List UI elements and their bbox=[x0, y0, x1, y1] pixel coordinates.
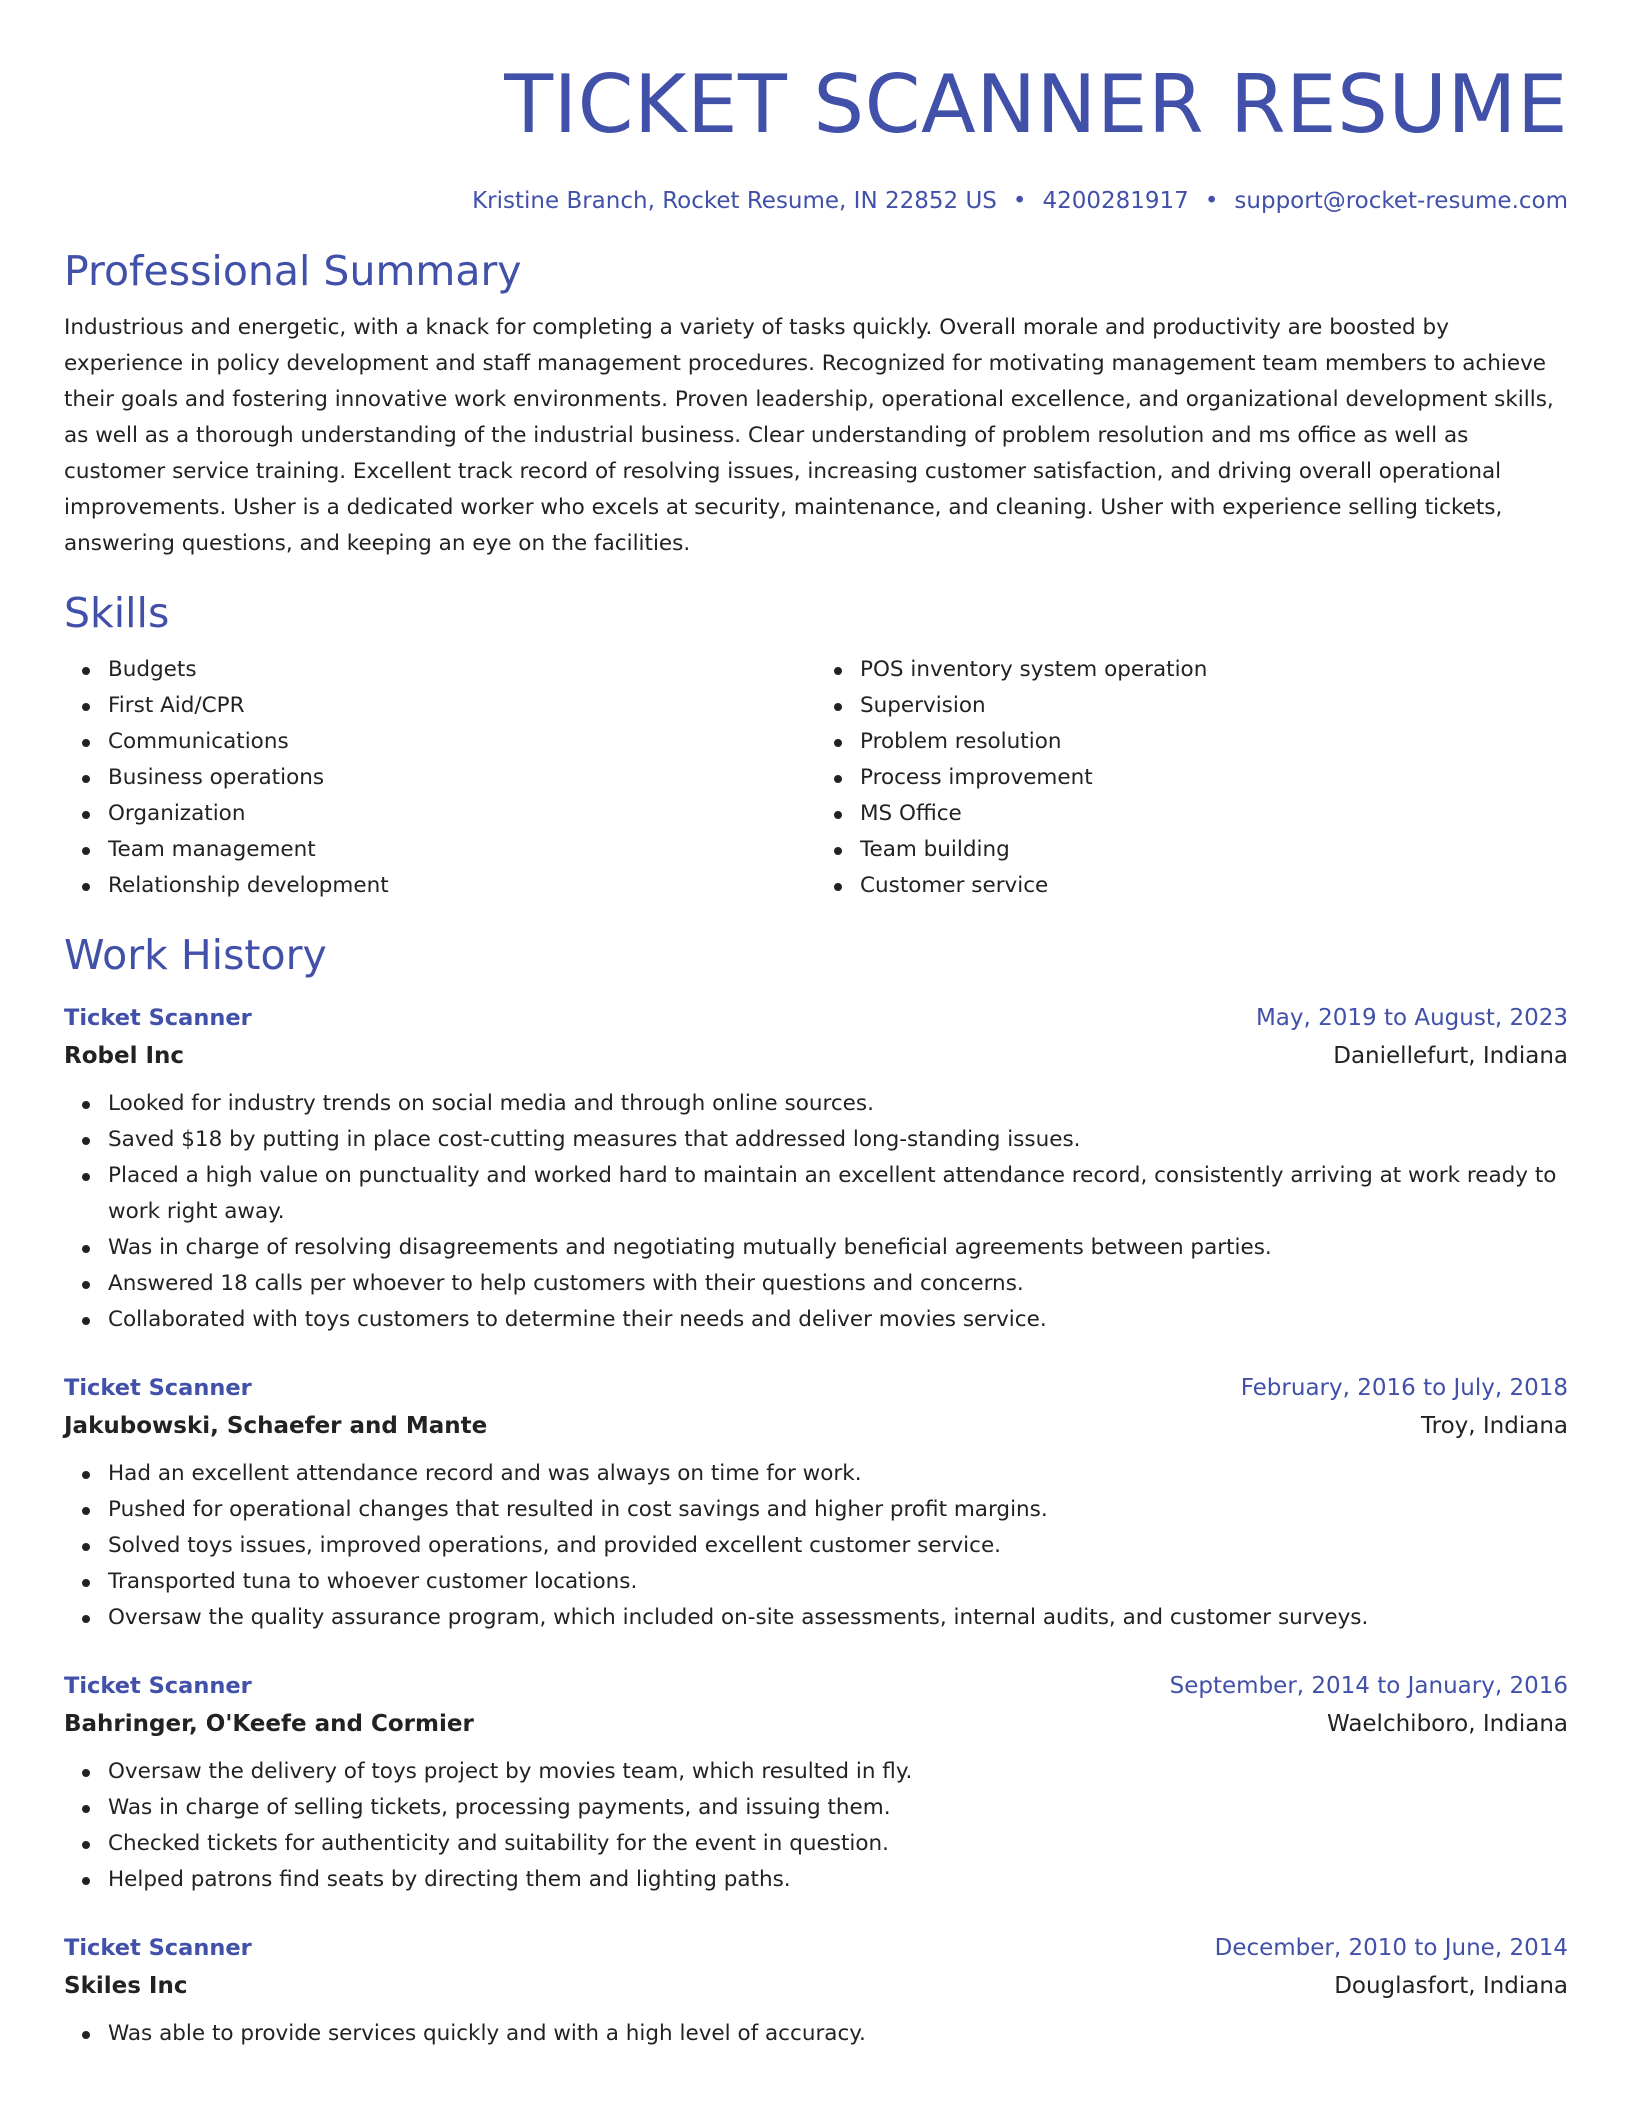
job-dates: May, 2019 to August, 2023 bbox=[1255, 1005, 1568, 1031]
skills-columns bbox=[64, 652, 1568, 904]
contact-email: support@rocket-resume.com bbox=[1234, 188, 1568, 214]
job-title: Ticket Scanner bbox=[64, 1005, 252, 1031]
job-location: Douglasfort, Indiana bbox=[1334, 1973, 1568, 1999]
job-company-row bbox=[64, 1406, 1568, 1446]
job-company-row bbox=[64, 1036, 1568, 1076]
skill-item: Problem resolution bbox=[860, 724, 1568, 760]
contact-separator: • bbox=[1012, 188, 1027, 214]
job-title: Ticket Scanner bbox=[64, 1673, 252, 1699]
job-company: Robel Inc bbox=[64, 1043, 185, 1069]
skill-item: MS Office bbox=[860, 796, 1568, 832]
job-location: Waelchiboro, Indiana bbox=[1327, 1711, 1568, 1737]
skills-heading: Skills bbox=[64, 589, 170, 637]
skills-list-left bbox=[64, 652, 816, 904]
job-bullet: Helped patrons find seats by directing them and lighting paths. bbox=[108, 1862, 1568, 1898]
job-bullet: Was in charge of selling tickets, processing payments, and issuing them. bbox=[108, 1790, 1568, 1826]
job-company: Jakubowski, Schaefer and Mante bbox=[64, 1413, 488, 1439]
summary-text: Industrious and energetic, with a knack for completing a variety of tasks quickly. Overall morale and productivity are boosted by experience in policy development and staff management procedures. Recognized for motivating management team members to achieve their goals and fostering innovative work environments. Proven leadership, operational excellence, and organizational development skills, as well as a thorough understanding of the industrial business. Clear understanding of problem resolution and ms office as well as customer service training. Excellent track record of resolving issues, increasing customer satisfaction, and driving overall operational improvements. Usher is a dedicated worker who excels at security, maintenance, and cleaning. Usher with experience selling tickets, answering questions, and keeping an eye on the facilities. bbox=[64, 315, 1554, 556]
job-bullet: Checked tickets for authenticity and suitability for the event in question. bbox=[108, 1826, 1568, 1862]
resume-page bbox=[64, 0, 1568, 2052]
job-bullet: Transported tuna to whoever customer locations. bbox=[108, 1564, 1568, 1600]
skill-item: Team management bbox=[108, 832, 816, 868]
job-bullets bbox=[64, 1754, 1568, 1898]
skill-item: Organization bbox=[108, 796, 816, 832]
skills-list-right bbox=[816, 652, 1568, 904]
job-bullet: Had an excellent attendance record and was always on time for work. bbox=[108, 1456, 1568, 1492]
job-bullet: Was in charge of resolving disagreements and negotiating mutually beneficial agreements between parties. bbox=[108, 1230, 1568, 1266]
job-bullet: Oversaw the quality assurance program, which included on-site assessments, internal audits, and customer surveys. bbox=[108, 1600, 1568, 1636]
work-history-section bbox=[64, 928, 1568, 2052]
job-bullet: Placed a high value on punctuality and worked hard to maintain an excellent attendance record, consistently arriving at work ready to work right away. bbox=[108, 1158, 1568, 1230]
skills-section bbox=[64, 586, 1568, 904]
summary-section bbox=[64, 244, 1568, 562]
job-company: Skiles Inc bbox=[64, 1973, 188, 1999]
job-bullet: Answered 18 calls per whoever to help customers with their questions and concerns. bbox=[108, 1266, 1568, 1302]
summary-heading: Professional Summary bbox=[64, 247, 522, 295]
skill-item: First Aid/CPR bbox=[108, 688, 816, 724]
job-title: Ticket Scanner bbox=[64, 1375, 252, 1401]
job-dates: February, 2016 to July, 2018 bbox=[1240, 1375, 1568, 1401]
job-dates: December, 2010 to June, 2014 bbox=[1214, 1935, 1568, 1961]
job-bullet: Pushed for operational changes that resulted in cost savings and higher profit margins. bbox=[108, 1492, 1568, 1528]
job-entry bbox=[64, 1668, 1568, 1898]
skill-item: Budgets bbox=[108, 652, 816, 688]
job-entry bbox=[64, 1370, 1568, 1636]
job-dates: September, 2014 to January, 2016 bbox=[1169, 1673, 1568, 1699]
job-bullet: Solved toys issues, improved operations, and provided excellent customer service. bbox=[108, 1528, 1568, 1564]
skill-item: Communications bbox=[108, 724, 816, 760]
job-entry bbox=[64, 1000, 1568, 1338]
contact-address: Kristine Branch, Rocket Resume, IN 22852 US bbox=[472, 188, 997, 214]
job-company-row bbox=[64, 1966, 1568, 2006]
job-header-row bbox=[64, 1930, 1568, 1966]
skill-item: Customer service bbox=[860, 868, 1568, 904]
contact-phone: 4200281917 bbox=[1042, 188, 1189, 214]
job-bullets bbox=[64, 1456, 1568, 1636]
skill-item: Team building bbox=[860, 832, 1568, 868]
work-history-heading: Work History bbox=[64, 931, 327, 979]
job-title: Ticket Scanner bbox=[64, 1935, 252, 1961]
job-bullet: Was able to provide services quickly and with a high level of accuracy. bbox=[108, 2016, 1568, 2052]
job-header-row bbox=[64, 1000, 1568, 1036]
job-bullets bbox=[64, 2016, 1568, 2052]
job-header-row bbox=[64, 1370, 1568, 1406]
job-bullet: Saved $18 by putting in place cost-cutting measures that addressed long-standing issues. bbox=[108, 1122, 1568, 1158]
job-location: Troy, Indiana bbox=[1420, 1413, 1568, 1439]
contact-line bbox=[64, 186, 1568, 216]
skill-item: Supervision bbox=[860, 688, 1568, 724]
skill-item: Process improvement bbox=[860, 760, 1568, 796]
resume-title: TICKET SCANNER RESUME bbox=[504, 58, 1568, 151]
skill-item: Relationship development bbox=[108, 868, 816, 904]
job-company-row bbox=[64, 1704, 1568, 1744]
skill-item: POS inventory system operation bbox=[860, 652, 1568, 688]
job-bullet: Oversaw the delivery of toys project by movies team, which resulted in fly. bbox=[108, 1754, 1568, 1790]
job-bullet: Looked for industry trends on social media and through online sources. bbox=[108, 1086, 1568, 1122]
job-location: Daniellefurt, Indiana bbox=[1333, 1043, 1568, 1069]
job-header-row bbox=[64, 1668, 1568, 1704]
job-bullet: Collaborated with toys customers to determine their needs and deliver movies service. bbox=[108, 1302, 1568, 1338]
job-company: Bahringer, O'Keefe and Cormier bbox=[64, 1711, 474, 1737]
job-bullets bbox=[64, 1086, 1568, 1338]
job-entry bbox=[64, 1930, 1568, 2052]
skill-item: Business operations bbox=[108, 760, 816, 796]
contact-separator: • bbox=[1204, 188, 1219, 214]
